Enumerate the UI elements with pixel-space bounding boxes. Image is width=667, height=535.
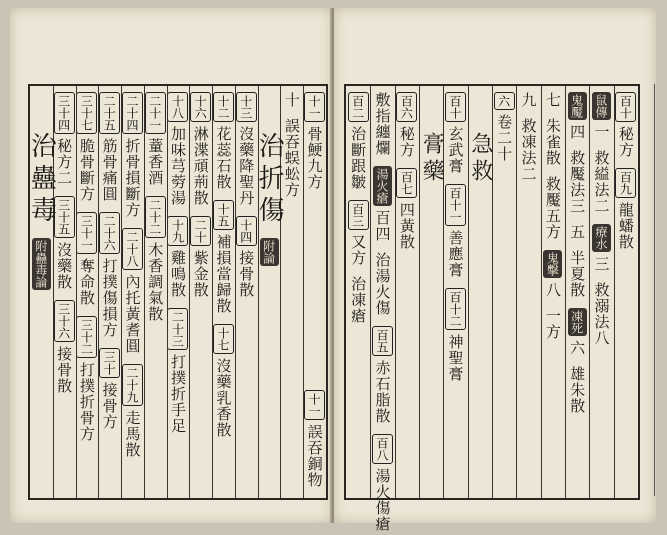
entry-number: 二十一: [145, 92, 166, 134]
left-column: [167, 86, 190, 498]
entry-number: 十四: [236, 216, 257, 246]
prescription-entry: [396, 92, 417, 158]
right-column: [589, 86, 613, 498]
entry-number: 百二: [348, 92, 369, 122]
prescription-entry: [213, 324, 234, 438]
prescription-entry: [568, 92, 587, 140]
entry-text: 紫金散: [191, 250, 210, 298]
right-column-rule: [565, 86, 566, 498]
entry-text: 五: [568, 224, 587, 240]
entry-text: 朱雀散: [543, 118, 562, 166]
prescription-entry: [167, 216, 188, 298]
entry-text: 打撲折手足: [168, 354, 187, 434]
entry-text: 九: [519, 92, 538, 108]
entry-number: 二十四: [122, 92, 143, 134]
category-badge: 鼠傳: [592, 92, 611, 120]
entry-number: 百九: [615, 168, 636, 198]
entry-number: 百八: [372, 434, 393, 464]
section-title: 急救: [467, 132, 493, 186]
prescription-entry: [544, 118, 562, 166]
entry-text: 神聖膏: [446, 334, 465, 382]
prescription-entry: [236, 92, 257, 206]
entry-text: 救縊法二: [592, 150, 611, 214]
left-column-rule: [212, 86, 213, 498]
right-column-rule: [614, 86, 615, 498]
entry-text: 走馬散: [123, 410, 142, 458]
prescription-entry: [213, 200, 234, 314]
left-column: [235, 86, 258, 498]
prescription-entry: [190, 216, 211, 298]
entry-text: 筋骨痛圓: [100, 138, 119, 202]
entry-text: 雄朱散: [568, 366, 587, 414]
prescription-entry: [348, 200, 369, 266]
prescription-entry: [445, 92, 466, 174]
entry-text: 七: [543, 92, 562, 108]
entry-text: 三: [592, 256, 611, 272]
prescription-entry: [544, 308, 562, 340]
prescription-entry: [615, 168, 636, 250]
right-column: [516, 86, 540, 498]
entry-text: 雞鳴散: [168, 250, 187, 298]
right-column: [614, 86, 638, 498]
entry-text: 敷指纏爛: [373, 92, 392, 156]
entry-number: 十七: [213, 324, 234, 354]
prescription-entry: [543, 250, 562, 298]
entry-number: 二十九: [122, 364, 143, 406]
prescription-entry: [54, 92, 75, 186]
right-column: [395, 86, 419, 498]
entry-text: 打撲傷損方: [100, 258, 119, 338]
entry-text: 加味芎䓖湯: [168, 126, 187, 206]
entry-number: 十五: [213, 200, 234, 230]
entry-number: 十一: [304, 92, 325, 122]
prescription-entry: [213, 92, 234, 190]
entry-number: 三十二: [76, 316, 97, 358]
prescription-entry: [568, 366, 586, 414]
prescription-entry: [76, 316, 97, 442]
category-badge: 鬼擊: [543, 250, 562, 278]
entry-number: 二十五: [99, 92, 120, 134]
entry-text: 沒藥乳香散: [214, 358, 233, 438]
entry-text: 誤吞銅物: [305, 424, 324, 488]
prescription-entry: [348, 92, 369, 190]
entry-text: 四: [568, 124, 587, 140]
left-column: [121, 86, 144, 498]
left-column: [26, 86, 57, 498]
entry-text: 誤吞蜈蚣方: [282, 118, 301, 198]
prescription-entry: [544, 176, 562, 240]
right-column-rule: [395, 86, 396, 498]
prescription-entry: [76, 212, 97, 306]
right-column: [541, 86, 565, 498]
entry-number: 三十四: [54, 92, 75, 134]
prescription-entry: [99, 212, 120, 338]
entry-text: 淋渫頑荊散: [191, 126, 210, 206]
entry-number: 百十一: [445, 184, 466, 226]
right-edge-strip: [654, 84, 665, 496]
left-column: [189, 86, 212, 498]
left-column-rule: [167, 86, 168, 498]
entry-text: 秘方: [397, 126, 416, 158]
left-column-rule: [235, 86, 236, 498]
entry-text: 又方: [349, 234, 368, 266]
prescription-entry: [568, 150, 586, 214]
entry-text: 打撲折骨方: [77, 362, 96, 442]
prescription-entry: [54, 196, 75, 290]
right-column: [443, 86, 467, 498]
prescription-entry: [99, 348, 120, 430]
entry-text: 秘方二: [55, 138, 74, 186]
entry-text: 蕫香酒: [146, 138, 165, 186]
entry-text: 治斷跟皺: [349, 126, 368, 190]
entry-text: 一: [592, 124, 611, 140]
entry-text: 接骨散: [55, 346, 74, 394]
entry-number: 十二: [213, 92, 234, 122]
entry-text: 接骨散: [237, 250, 256, 298]
right-column: [565, 86, 589, 498]
entry-text: 八: [543, 282, 562, 298]
prescription-entry: [373, 92, 391, 156]
right-column: [492, 86, 516, 498]
right-column-rule: [370, 86, 371, 498]
entry-text: 脆骨斷方: [77, 138, 96, 202]
right-column: [346, 86, 370, 498]
left-column-rule: [76, 86, 77, 498]
entry-number: 二十: [190, 216, 211, 246]
prescription-entry: [615, 92, 636, 158]
prescription-entry: [519, 92, 537, 108]
entry-text: 一方: [543, 308, 562, 340]
entry-number: 二十三: [167, 308, 188, 350]
entry-number: 二十二: [145, 196, 166, 238]
prescription-entry: [592, 282, 610, 346]
prescription-entry: [519, 118, 537, 182]
entry-number: 百十: [615, 92, 636, 122]
prescription-entry: [349, 276, 367, 324]
prescription-entry: [568, 308, 587, 356]
left-column: [212, 86, 235, 498]
left-column: [144, 86, 167, 498]
entry-text: 十: [282, 92, 301, 108]
right-column-rule: [589, 86, 590, 498]
right-column-rule: [468, 86, 469, 498]
entry-text: 半夏散: [568, 250, 587, 298]
category-badge: 凍死: [568, 308, 587, 336]
prescription-entry: [76, 92, 97, 202]
left-column-rule: [144, 86, 145, 498]
prescription-entry: [592, 224, 611, 272]
entry-text: 赤石脂散: [373, 360, 392, 424]
right-column-rule: [541, 86, 542, 498]
prescription-entry: [568, 250, 586, 298]
entry-number: 十六: [190, 92, 211, 122]
prescription-entry: [396, 168, 417, 250]
prescription-entry: [283, 118, 301, 198]
entry-number: 百十二: [445, 288, 466, 330]
prescription-entry: [122, 228, 143, 354]
prescription-entry: [145, 92, 166, 186]
entry-text: 四黃散: [397, 202, 416, 250]
prescription-entry: [167, 308, 188, 434]
right-column: [468, 86, 492, 498]
right-column: [370, 86, 394, 532]
category-badge: 鬼魘: [568, 92, 587, 120]
entry-text: 治凍瘡: [349, 276, 368, 324]
prescription-entry: [592, 92, 611, 140]
entry-number: 十三: [236, 92, 257, 122]
prescription-entry: [54, 300, 75, 394]
entry-text: 救凍法二: [519, 118, 538, 182]
right-column-rule: [516, 86, 517, 498]
left-column: [254, 86, 285, 498]
left-column: [76, 86, 99, 498]
entry-number: 六: [494, 92, 515, 110]
entry-text: 秘方: [616, 126, 635, 158]
entry-number: 二十八: [122, 228, 143, 270]
entry-text: 湯火傷瘡: [373, 468, 392, 532]
entry-number: 三十七: [76, 92, 97, 134]
prescription-entry: [236, 216, 257, 298]
entry-number: 百五: [372, 326, 393, 356]
prescription-entry: [494, 92, 515, 162]
entry-number: 百十: [445, 92, 466, 122]
left-page-frame: [28, 84, 328, 500]
prescription-entry: [592, 150, 610, 214]
prescription-entry: [373, 166, 392, 242]
entry-number: 三十: [99, 348, 120, 378]
entry-text: 補損當歸散: [214, 234, 233, 314]
entry-number: 三十六: [54, 300, 75, 342]
section-tag: 附蠱毒論: [32, 238, 51, 290]
prescription-entry: [99, 92, 120, 202]
section-title: 膏藥: [419, 132, 445, 186]
entry-text: 奪命散: [77, 258, 96, 306]
left-column: [303, 86, 326, 498]
section-title: 治折傷: [254, 132, 285, 228]
section-tag: 附論: [260, 238, 279, 266]
prescription-entry: [544, 92, 562, 108]
entry-text: 治湯火傷: [373, 252, 392, 316]
left-column-rule: [303, 86, 304, 498]
left-column-rule: [121, 86, 122, 498]
prescription-entry: [167, 92, 188, 206]
entry-text: 善應膏: [446, 230, 465, 278]
right-page-frame: [344, 84, 640, 532]
prescription-entry: [145, 196, 166, 322]
prescription-entry: [283, 92, 301, 108]
prescription-entry: [373, 252, 391, 316]
section-title: 治蠱毒: [26, 132, 57, 228]
prescription-entry: [372, 326, 393, 424]
entry-text: 折骨損斷方: [123, 138, 142, 218]
entry-text: 玄武膏: [446, 126, 465, 174]
entry-text: 木香調氣散: [146, 242, 165, 322]
entry-number: 百六: [396, 92, 417, 122]
prescription-entry: [190, 92, 211, 206]
entry-text: 救魘五方: [543, 176, 562, 240]
entry-number: 十九: [167, 216, 188, 246]
prescription-entry: [304, 390, 325, 488]
right-column: [419, 86, 443, 498]
entry-text: 龍蟠散: [616, 202, 635, 250]
entry-number: 十一: [304, 390, 325, 420]
entry-text: 救溺法八: [592, 282, 611, 346]
category-badge: 療水: [592, 224, 611, 252]
prescription-entry: [122, 92, 143, 218]
entry-number: 十八: [167, 92, 188, 122]
right-column-rule: [419, 86, 420, 498]
entry-number: 三十五: [54, 196, 75, 238]
left-column-rule: [258, 86, 259, 498]
entry-text: 卷二十: [495, 114, 514, 162]
entry-number: 百三: [348, 200, 369, 230]
entry-text: 救魘法三: [568, 150, 587, 214]
left-column: [98, 86, 121, 498]
prescription-entry: [445, 184, 466, 278]
entry-text: 沒藥散: [55, 242, 74, 290]
category-badge: 湯火瘡: [373, 166, 392, 206]
left-column-rule: [98, 86, 99, 498]
prescription-entry: [445, 288, 466, 382]
entry-text: 內托黃耆圓: [123, 274, 142, 354]
entry-text: 沒藥降聖丹: [237, 126, 256, 206]
entry-number: 三十一: [76, 212, 97, 254]
left-column-rule: [189, 86, 190, 498]
prescription-entry: [568, 224, 586, 240]
prescription-entry: [122, 364, 143, 458]
entry-text: 六: [568, 340, 587, 356]
entry-number: 二十六: [99, 212, 120, 254]
prescription-entry: [304, 92, 325, 190]
entry-text: 百四: [373, 210, 392, 242]
entry-text: 骨鯁九方: [305, 126, 324, 190]
entry-number: 百七: [396, 168, 417, 198]
prescription-entry: [372, 434, 393, 532]
entry-text: 接骨方: [100, 382, 119, 430]
entry-text: 花蕊石散: [214, 126, 233, 190]
